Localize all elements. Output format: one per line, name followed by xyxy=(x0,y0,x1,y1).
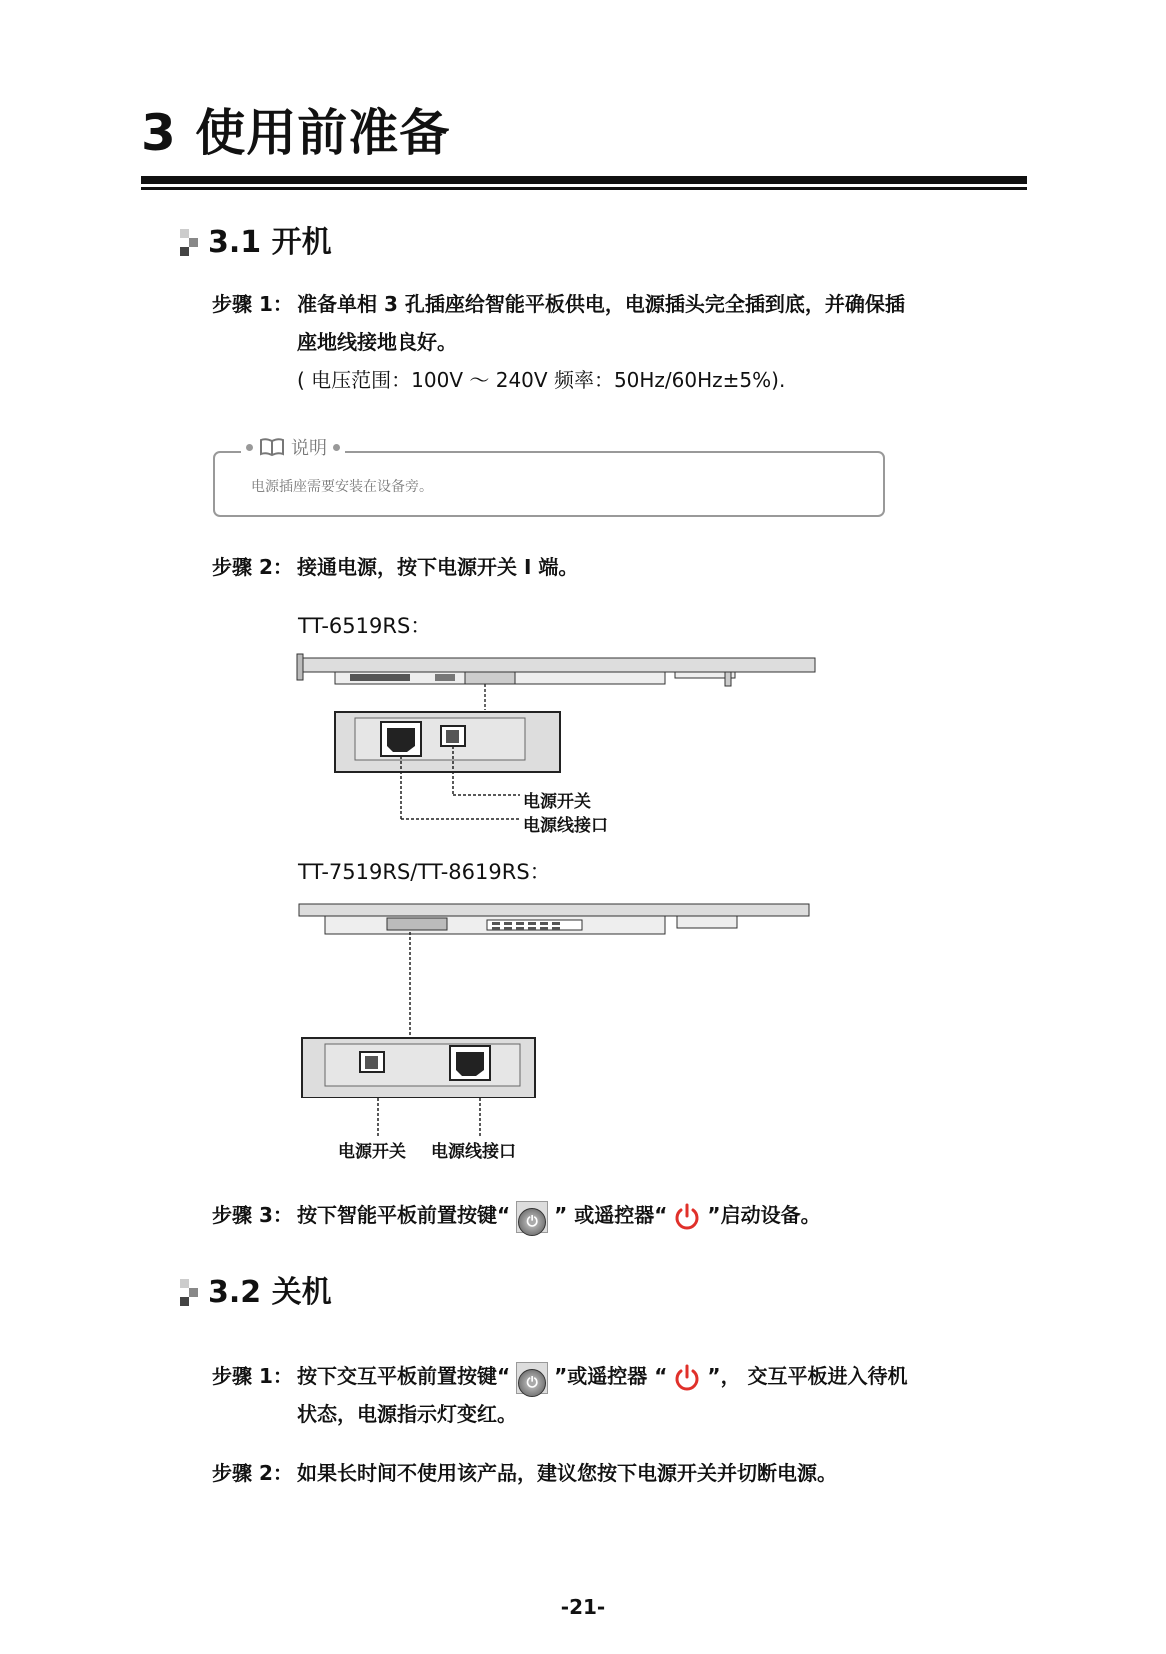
step-text: 接通电源，按下电源开关 I 端。 xyxy=(297,555,579,579)
step-text: ”或遥控器 “ xyxy=(554,1364,668,1388)
step-text-cont: 状态，电源指示灯变红。 xyxy=(297,1402,517,1426)
section-heading-power-on xyxy=(180,225,332,260)
remote-power-icon xyxy=(673,1203,701,1231)
section-heading-power-off xyxy=(180,1275,332,1310)
section-heading-text: 3.1 开机 xyxy=(208,225,332,260)
step2-power-on xyxy=(212,548,992,586)
step1-power-on xyxy=(212,285,992,399)
step1-power-off xyxy=(212,1357,992,1433)
model2-socket-label: 电源线接口 xyxy=(431,1142,516,1162)
model1-name: TT-6519RS： xyxy=(298,614,432,638)
note-dot-icon xyxy=(333,444,340,451)
model2-name: TT-7519RS/TT-8619RS： xyxy=(298,860,551,884)
step-label: 步骤 2： xyxy=(212,555,293,579)
note-title xyxy=(241,434,345,460)
step3-power-on xyxy=(212,1196,992,1234)
step-text: 如果长时间不使用该产品，建议您按下电源开关并切断电源。 xyxy=(297,1461,837,1485)
step-text: 准备单相 3 孔插座给智能平板供电，电源插头完全插到底，并确保插 xyxy=(297,292,905,316)
model2-switch-label: 电源开关 xyxy=(338,1142,406,1162)
remote-power-icon xyxy=(673,1364,701,1392)
note-dot-icon xyxy=(246,444,253,451)
section-heading-text: 3.2 关机 xyxy=(208,1275,332,1310)
model1-socket-label: 电源线接口 xyxy=(523,816,608,836)
step-text-cont: 座地线接地良好。 xyxy=(297,330,457,354)
voltage-spec: ( 电压范围：100V ～ 240V 频率：50Hz/60Hz±5%). xyxy=(297,368,786,392)
step-label: 步骤 3： xyxy=(212,1203,293,1227)
model1-switch-label: 电源开关 xyxy=(523,792,591,812)
step2-power-off xyxy=(212,1454,992,1492)
model2-leader-lines xyxy=(370,1098,490,1140)
chapter-title: 3 使用前准备 xyxy=(141,104,451,162)
model2-rear-diagram xyxy=(297,898,817,1098)
section-marker-icon xyxy=(180,229,200,257)
step-text: ”， 交互平板进入待机 xyxy=(707,1364,908,1388)
step-text: ” 或遥控器“ xyxy=(554,1203,668,1227)
power-button-icon: ⏻ xyxy=(516,1201,548,1233)
page-number: -21- xyxy=(560,1595,606,1619)
step-label: 步骤 2： xyxy=(212,1461,293,1485)
note-text: 电源插座需要安装在设备旁。 xyxy=(251,479,433,495)
book-icon xyxy=(259,437,285,457)
title-rule-thin xyxy=(141,187,1027,190)
step-label: 步骤 1： xyxy=(212,1364,293,1388)
step-text: 按下智能平板前置按键“ xyxy=(297,1203,511,1227)
power-button-icon: ⏻ xyxy=(516,1362,548,1394)
section-marker-icon xyxy=(180,1279,200,1307)
step-label: 步骤 1： xyxy=(212,292,293,316)
note-title-text: 说明 xyxy=(291,438,327,459)
title-rule-thick xyxy=(141,176,1027,184)
step-text: 按下交互平板前置按键“ xyxy=(297,1364,511,1388)
step-text: ”启动设备。 xyxy=(707,1203,821,1227)
